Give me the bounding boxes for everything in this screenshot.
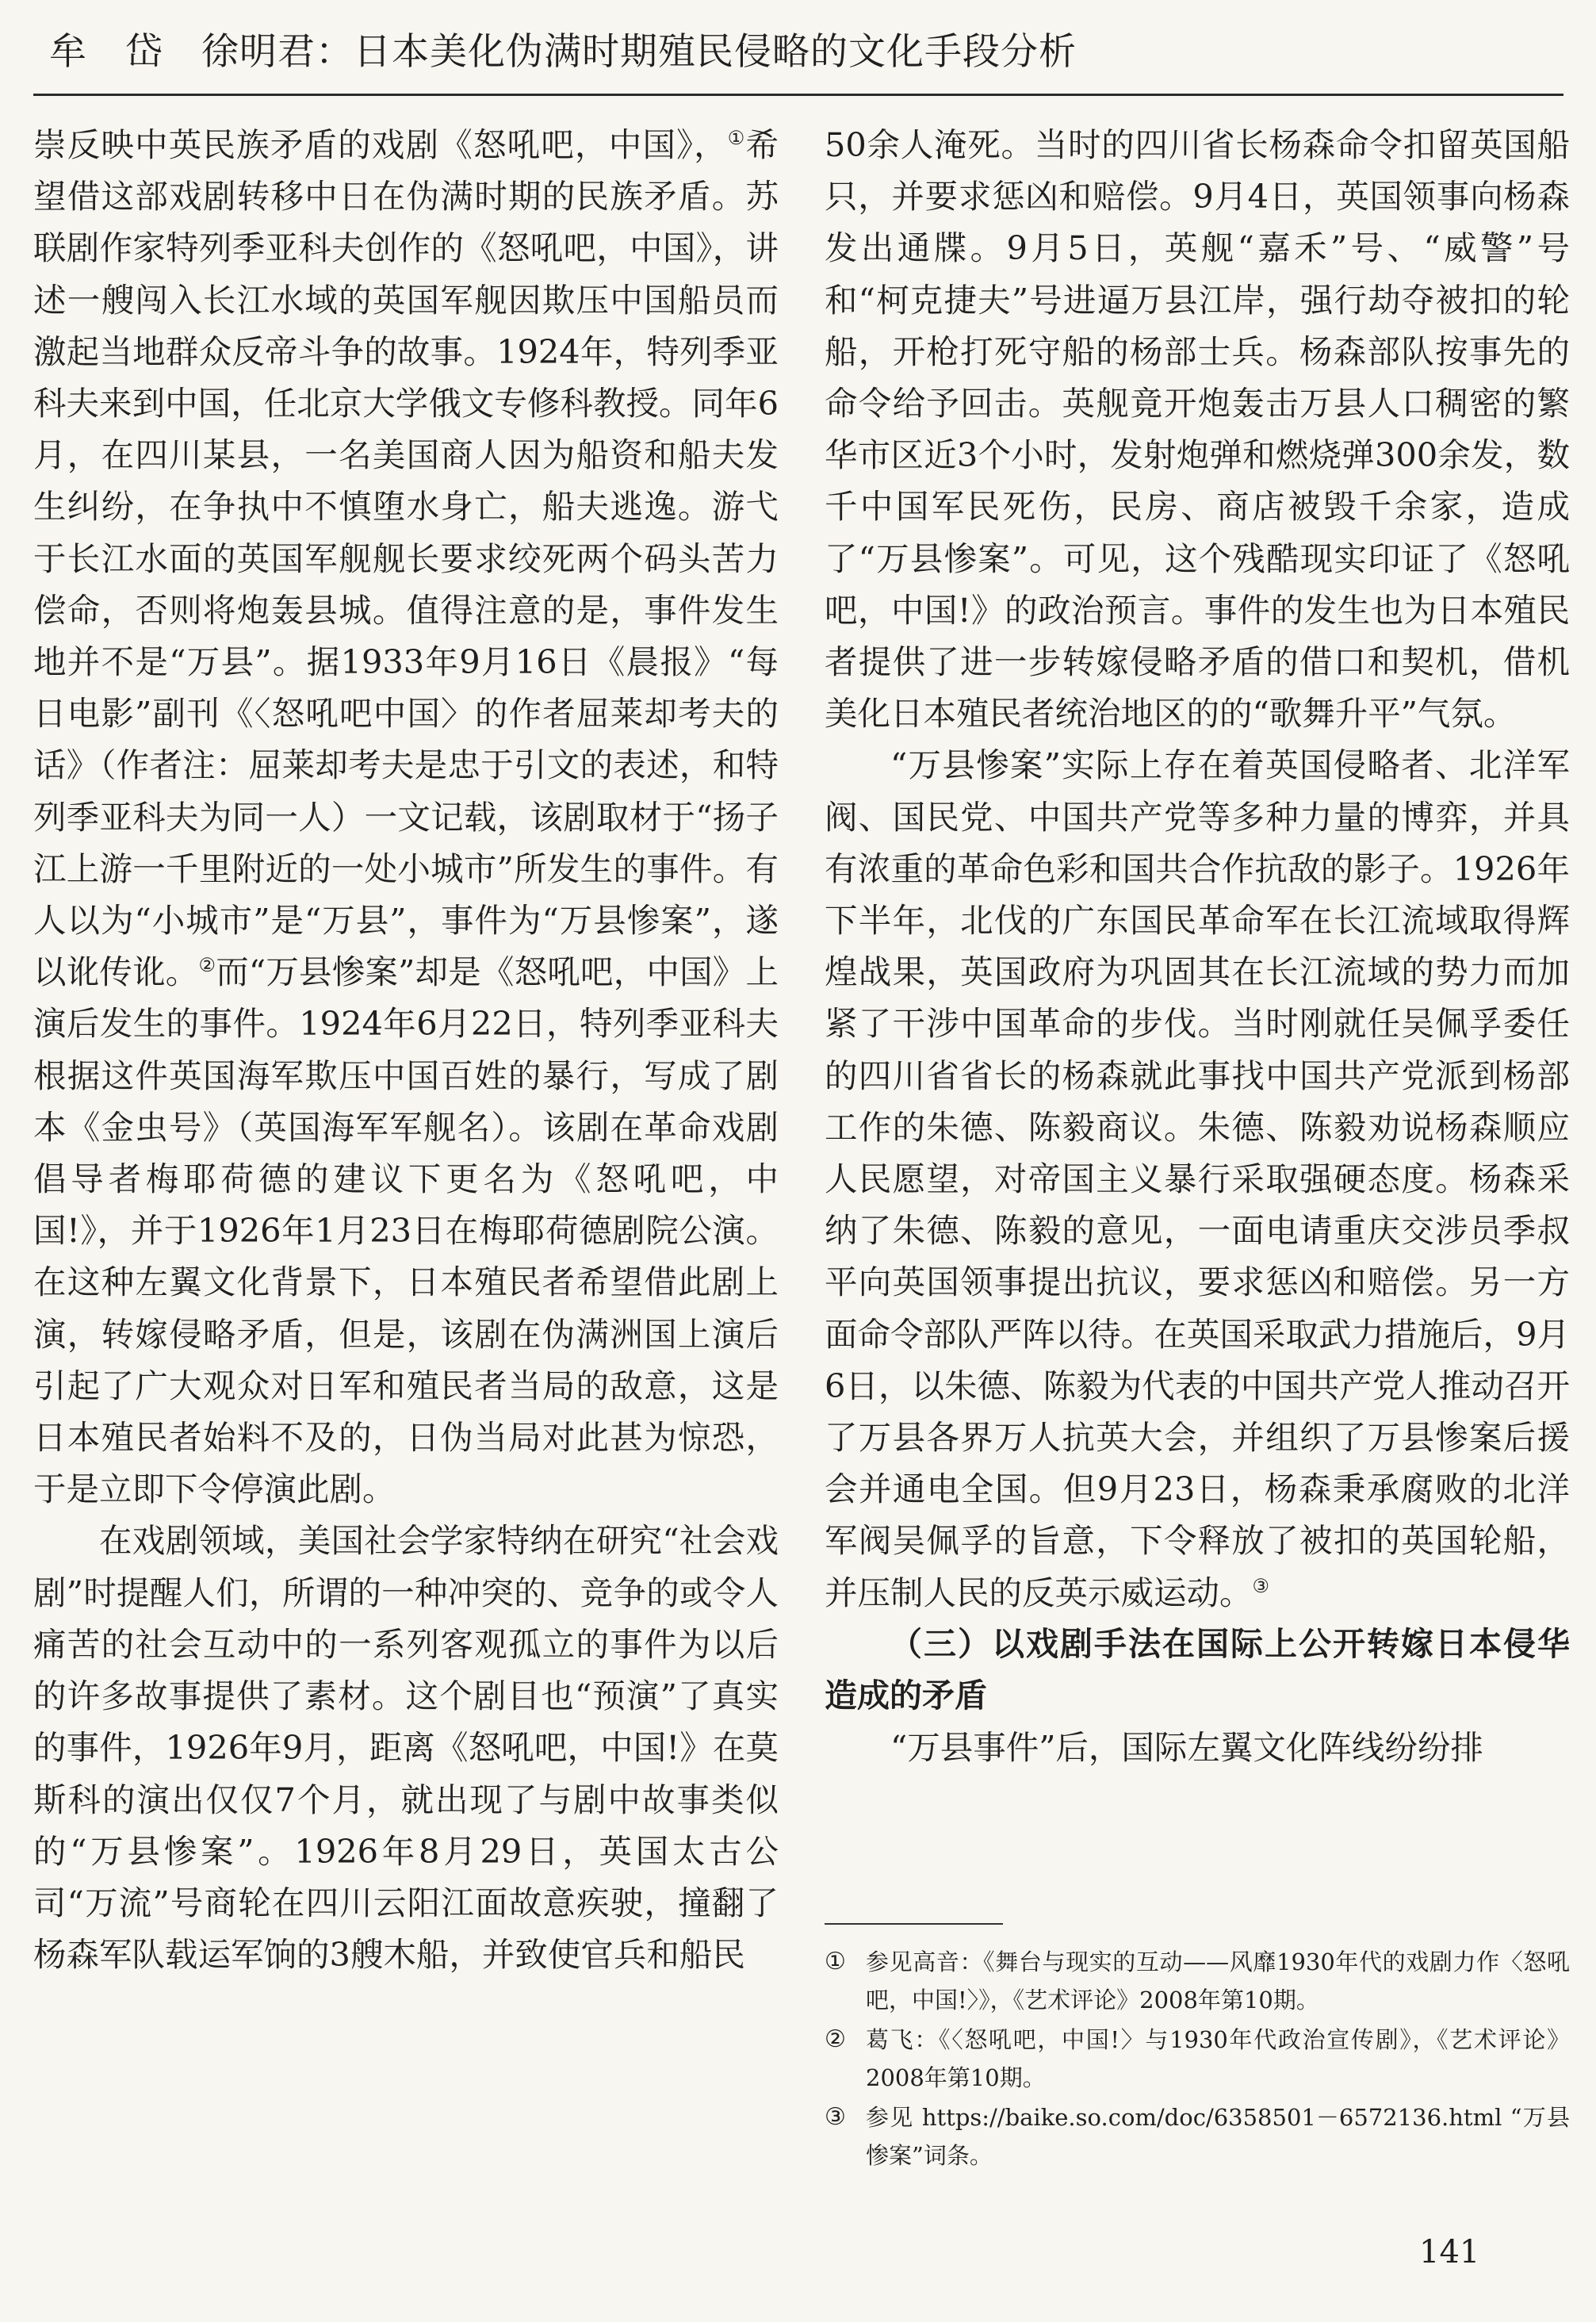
paragraph: 在戏剧领域，美国社会学家特纳在研究“社会戏剧”时提醒人们，所谓的一种冲突的、竞争的或令人痛苦的社会互动中的一系列客观孤立的事件为以后的许多故事提供了素材。这个剧目也“预演”了真实的事件，1926年9月，距离《怒吼吧，中国!》在莫斯科的演出仅仅7个月，就出现了与剧中故事类似的“万县惨案”。1926年8月29日，英国太古公司“万流”号商轮在四川云阳江面故意疾驶，撞翻了杨森军队载运军饷的3艘木船，并致使官兵和船民 <box>33 1521 779 1975</box>
right-column <box>825 119 1570 1774</box>
header-rule <box>33 94 1563 96</box>
footnotes <box>825 1943 1570 2176</box>
paragraph-text: “万县惨案”实际上存在着英国侵略者、北洋军阀、国民党、中国共产党等多种力量的博弈，并具有浓重的革命色彩和国共合作抗敌的影子。1926年下半年，北伐的广东国民革命军在长江流域取得辉煌战果，英国政府为巩固其在长江流域的势力而加紧了干涉中国革命的步伐。当时刚就任吴佩孚委任的四川省省长的杨森就此事找中国共产党派到杨部工作的朱德、陈毅商议。朱德、陈毅劝说杨森顺应人民愿望，对帝国主义暴行采取强硬态度。杨森采纳了朱德、陈毅的意见，一面电请重庆交涉员季叔平向英国领事提出抗议，要求惩凶和赔偿。另一方面命令部队严阵以待。在英国采取武力措施后，9月6日，以朱德、陈毅为代表的中国共产党人推动召开了万县各界万人抗英大会，并组织了万县惨案后援会并通电全国。但9月23日，杨森秉承腐败的北洋军阀吴佩孚的旨意，下令释放了被扣的英国轮船，并压制人民的反英示威运动。 <box>825 745 1570 1612</box>
footnote-mark: ① <box>825 1948 846 1975</box>
paragraph <box>33 119 779 1515</box>
footnote-mark: ② <box>825 2025 846 2053</box>
running-header <box>49 29 1556 76</box>
footnote-reference[interactable]: ③ <box>1252 1574 1270 1597</box>
page-number: 141 <box>1419 2234 1480 2270</box>
header-separator: ： <box>316 30 354 74</box>
paragraph: 50余人淹死。当时的四川省长杨森命令扣留英国船只，并要求惩凶和赔偿。9月4日，英国领事向杨森发出通牒。9月5日，英舰“嘉禾”号、“威警”号和“柯克捷夫”号进逼万县江岸，强行劫夺被扣的轮船，开枪打死守船的杨部士兵。杨森部队按事先的命令给予回击。英舰竟开炮轰击万县人口稠密的繁华市区近3个小时，发射炮弹和燃烧弹300余发，数千中国军民死伤，民房、商店被毁千余家，造成了“万县惨案”。可见，这个残酷现实印证了《怒吼吧，中国!》的政治预言。事件的发生也为日本殖民者提供了进一步转嫁侵略矛盾的借口和契机，借机美化日本殖民者统治地区的的“歌舞升平”气氛。 <box>825 125 1570 734</box>
footnote <box>825 1943 1570 2019</box>
footnote-text: 参见高音：《舞台与现实的互动——风靡1930年代的戏剧力作〈怒吼吧，中国!〉》，《艺术评论》2008年第10期。 <box>866 1948 1570 2014</box>
footnote-text: 葛飞：《〈怒吼吧，中国!〉与1930年代政治宣传剧》，《艺术评论》2008年第10期。 <box>866 2026 1570 2091</box>
paragraph-text: 崇反映中英民族矛盾的戏剧《怒吼吧，中国》， <box>33 125 728 164</box>
footnote-reference[interactable]: ① <box>727 127 746 150</box>
paragraph <box>825 739 1570 1618</box>
header-authors: 牟 岱 徐明君 <box>49 30 316 74</box>
footnote <box>825 2021 1570 2097</box>
footnote-rule <box>825 1923 1003 1925</box>
paragraph: “万县事件”后，国际左翼文化阵线纷纷排 <box>890 1728 1483 1768</box>
left-column <box>33 119 779 1980</box>
header-title: 日本美化伪满时期殖民侵略的文化手段分析 <box>354 30 1077 74</box>
section-subheading: （三）以戏剧手法在国际上公开转嫁日本侵华造成的矛盾 <box>825 1624 1570 1715</box>
footnote-reference[interactable]: ② <box>198 954 216 977</box>
footnote-text: 参见 https://baike.so.com/doc/6358501－6572136.html “万县惨案”词条。 <box>866 2104 1570 2169</box>
paragraph-text: 而“万县惨案”却是《怒吼吧，中国》上演后发生的事件。1924年6月22日，特列季亚科夫根据这件英国海军欺压中国百姓的暴行，写成了剧本《金虫号》（英国海军军舰名）。该剧在革命戏剧倡导者梅耶荷德的建议下更名为《怒吼吧，中国!》，并于1926年1月23日在梅耶荷德剧院公演。在这种左翼文化背景下，日本殖民者希望借此剧上演，转嫁侵略矛盾，但是，该剧在伪满洲国上演后引起了广大观众对日军和殖民者当局的敌意，这是日本殖民者始料不及的，日伪当局对此甚为惊恐，于是立即下令停演此剧。 <box>33 952 779 1509</box>
paragraph-text: 希望借这部戏剧转移中日在伪满时期的民族矛盾。苏联剧作家特列季亚科夫创作的《怒吼吧，中国》，讲述一艘闯入长江水域的英国军舰因欺压中国船员而激起当地群众反帝斗争的故事。1924年，特列季亚科夫来到中国，任北京大学俄文专修科教授。同年6月，在四川某县，一名美国商人因为船资和船夫发生纠纷，在争执中不慎堕水身亡，船夫逃逸。游弋于长江水面的英国军舰舰长要求绞死两个码头苦力偿命，否则将炮轰县城。值得注意的是，事件发生地并不是“万县”。据1933年9月16日《晨报》“每日电影”副刊《〈怒吼吧中国〉的作者屈莱却考夫的话》（作者注：屈莱却考夫是忠于引文的表述，和特列季亚科夫为同一人）一文记载，该剧取材于“扬子江上游一千里附近的一处小城市”所发生的事件。有人以为“小城市”是“万县”，事件为“万县惨案”，遂以讹传讹。 <box>33 125 779 992</box>
footnote-mark: ③ <box>825 2103 846 2131</box>
footnote <box>825 2098 1570 2174</box>
